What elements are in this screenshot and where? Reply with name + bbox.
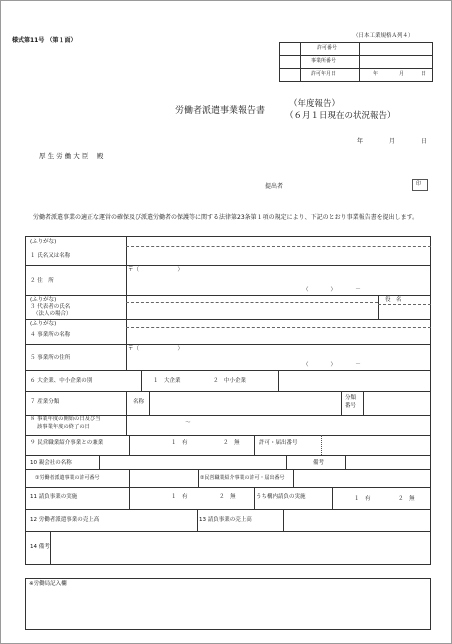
date-day: 日 <box>421 138 428 145</box>
intro-text: 労働者派遣事業の適正な運営の確保及び派遣労働者の保護等に関する法律第23条第１項の規定により、下記のとおり事業報告書を提出します。 <box>33 214 419 221</box>
contract-label: 11 請負事業の実施 <box>30 494 78 500</box>
class-number-label-2: 番号 <box>345 403 357 409</box>
sales-dispatch-label: 12 労働者派遣事業の売上高 <box>30 517 100 523</box>
admin-box <box>279 42 433 82</box>
placement-label: ９ 民営職業紹介事業との兼業 <box>30 440 104 446</box>
placement-yes[interactable]: １ 有 <box>171 440 188 446</box>
contract-yes[interactable]: １ 有 <box>171 494 188 500</box>
office-name-input[interactable] <box>127 328 430 343</box>
seal-label: 印 <box>416 181 422 187</box>
admin-year: 年 <box>373 71 379 77</box>
period-input[interactable] <box>127 416 430 434</box>
size-option-large[interactable]: １ 大企業 <box>153 378 181 384</box>
office-address-label: ５ 事業所の住所 <box>30 355 71 361</box>
inhouse-yes[interactable]: １ 有 <box>354 496 371 502</box>
address-label: ２ 住 所 <box>30 278 54 284</box>
report-title: 労働者派遣事業報告書 <box>175 106 266 116</box>
office-use-label: ※労働局記入欄 <box>29 581 67 587</box>
office-number-label: 事業所番号 <box>311 58 337 64</box>
contract-no[interactable]: ２ 無 <box>219 494 236 500</box>
address-input[interactable] <box>127 276 430 294</box>
period-tilde: ～ <box>185 420 191 426</box>
inhouse-label: うち構内請負の実施 <box>256 494 306 500</box>
admin-day: 日 <box>421 71 427 77</box>
address-phone: （ ） － <box>303 287 361 293</box>
admin-month: 月 <box>399 71 405 77</box>
class-number-label: 分類 <box>345 395 357 401</box>
rep-name-label: ３ 代表者の氏名 <box>30 304 71 310</box>
rep-title-label: 役 名 <box>385 297 402 303</box>
parent-label: 10 親会社の名称 <box>30 460 72 466</box>
size-label: ６ 大企業、中小企業の別 <box>30 378 93 384</box>
name-input[interactable] <box>127 247 430 264</box>
title-option-june: （６月１日現在の状況報告） <box>285 111 396 121</box>
form-number: 様式第11号 （第１面） <box>12 37 77 44</box>
industry-label: ７ 産業分類 <box>30 399 60 405</box>
permit-date-label: 許可年月日 <box>311 71 337 77</box>
period-label-2: 該事業年度の終了の日 <box>37 424 90 430</box>
inhouse-no[interactable]: ２ 無 <box>398 496 415 502</box>
office-postal: 〒（ ） <box>128 346 184 352</box>
class-number-input[interactable] <box>364 392 430 414</box>
industry-name-label: 名称 <box>133 399 145 405</box>
paper-standard: （日本工業規格Ａ列４） <box>353 33 414 39</box>
parent-name-input[interactable] <box>100 456 285 468</box>
address-postal: 〒（ ） <box>128 267 184 273</box>
placement-no[interactable]: ２ 無 <box>223 440 240 446</box>
remarks-14-label: 14 備考 <box>30 544 50 550</box>
parent-remarks-label: 備考 <box>313 460 325 466</box>
remarks-input[interactable] <box>51 532 430 564</box>
title-option-annual: （年度報告） <box>289 99 341 109</box>
parent-dispatch-permit: ①労働者派遣事業の許可番号 <box>35 475 100 481</box>
sales-contract-input[interactable] <box>284 510 430 530</box>
date-month: 月 <box>389 138 396 145</box>
office-phone: （ ） － <box>303 362 361 368</box>
period-label: ８ 事業年度の開始の日及び当 <box>30 416 101 422</box>
office-address-input[interactable] <box>127 354 430 369</box>
placement-permit-input[interactable] <box>322 436 430 454</box>
rep-name-input[interactable] <box>127 303 377 318</box>
name-furigana: (ふりがな) <box>30 239 57 245</box>
office-use-box <box>25 578 431 630</box>
size-option-small[interactable]: ２ 中小企業 <box>213 378 247 384</box>
date-year: 年 <box>357 138 364 145</box>
industry-name-input[interactable] <box>150 392 340 414</box>
name-label: １ 氏名又は名称 <box>30 253 71 259</box>
addressee: 厚 生 労 働 大 臣 殿 <box>39 152 104 160</box>
permit-no-label: 許可・届出番号 <box>259 440 298 446</box>
rep-name-sub: （法人の場合） <box>33 311 72 317</box>
permit-number-label: 許可番号 <box>317 45 338 51</box>
rep-furigana: (ふりがな) <box>30 297 57 303</box>
office-furigana: (ふりがな) <box>30 321 57 327</box>
parent-placement-permit: ②民営職業紹介事業の許可・届出番号 <box>200 475 285 481</box>
office-name-label: ４ 事業所の名称 <box>30 332 71 338</box>
submitter-label: 提出者 <box>265 183 284 190</box>
sales-contract-label: 13 請負事業の売上高 <box>199 517 252 523</box>
